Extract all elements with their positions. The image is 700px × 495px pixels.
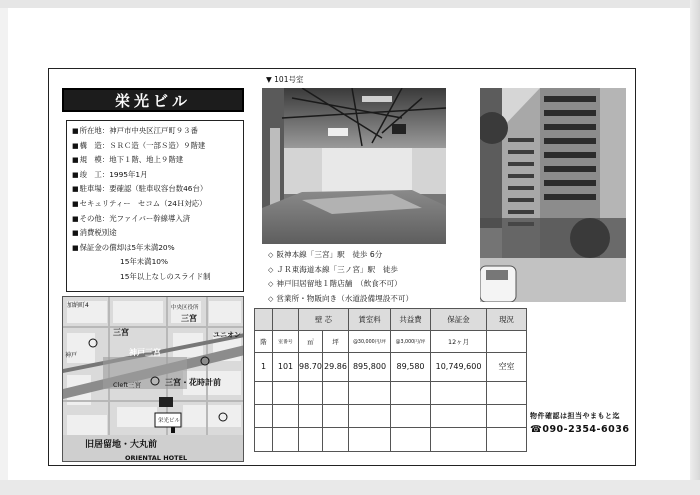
bullet-icon: ■ (72, 127, 79, 135)
cell-room: 101 (273, 352, 299, 381)
map-label-chuo-ward: 中央区役所 (171, 305, 199, 311)
scan-edge-top (0, 0, 700, 8)
table-row (255, 404, 527, 427)
diamond-icon: ◇ (268, 294, 274, 303)
info-deposit-2: 15年未満10% (120, 257, 169, 267)
building-exterior-photo (480, 88, 626, 302)
cell-rent: 895,800 (349, 352, 391, 381)
cell-tsubo: 29.86 (323, 352, 349, 381)
interior-photo (262, 88, 446, 244)
subheader-floor: 階 (255, 331, 273, 352)
info-deposit-1: ■保証金の償却は5年未満20% (72, 242, 175, 252)
rent-table (254, 308, 527, 452)
subheader-tsubo: 坪 (323, 331, 349, 352)
scan-edge-right (690, 0, 700, 495)
header-common: 共益費 (391, 309, 431, 331)
map-label-kyukyoryuchi: 旧居留地・大丸前 (85, 440, 158, 450)
table-header-row (255, 309, 527, 331)
info-tax: ■消費税別途 (72, 228, 117, 238)
bullet-icon: ■ (72, 199, 79, 208)
contact-note: 物件確認は担当やまもと迄 (530, 412, 620, 420)
header-blank (255, 309, 273, 331)
cell-sqm: 98.70 (299, 352, 323, 381)
room-label: ▼ 101号室 (266, 75, 304, 84)
header-deposit: 保証金 (431, 309, 487, 331)
bullet-icon: ■ (72, 170, 79, 179)
info-completion: ■竣 工：1995年1月 (72, 169, 148, 179)
map-label-sannomiya-2: 三宮 (181, 314, 197, 323)
map-label-cleft: Cleft三宮 (113, 381, 142, 389)
bullet-icon: ■ (72, 229, 79, 238)
header-status: 現況 (487, 309, 527, 331)
access-item: ◇ 阪神本線「三宮」駅 徒歩 6分 (268, 250, 383, 259)
diamond-icon: ◇ (268, 265, 274, 274)
info-structure: ■構 造：ＳＲＣ造（一部Ｓ造）９階建 (72, 140, 206, 150)
cell-floor: 1 (255, 352, 273, 381)
header-blank (273, 309, 299, 331)
table-row (255, 381, 527, 404)
subheader-blank (487, 331, 527, 352)
diamond-icon: ◇ (268, 280, 274, 288)
diamond-icon: ◇ (268, 251, 274, 259)
map-label-kobe: 神戸 (65, 352, 78, 359)
map-label-kanocho: 加納町4 (67, 302, 89, 309)
bullet-icon: ■ (72, 185, 79, 194)
scan-edge-bottom (0, 480, 700, 495)
info-other: ■その他：光ファイバー幹線導入済 (72, 213, 191, 223)
map-label-hanadokei: 三宮・花時計前 (165, 378, 221, 387)
bullet-icon: ■ (72, 156, 79, 165)
bullet-icon: ■ (72, 243, 79, 252)
cell-common: 89,580 (391, 352, 431, 381)
access-item: ◇ 営業所・物販向き（水道設備埋設不可） (268, 293, 414, 303)
access-item: ◇ 神戸旧居留地１階店舗 （飲食不可） (268, 279, 402, 288)
building-name: 栄光ビル (114, 91, 191, 110)
table-row (255, 428, 527, 452)
bullet-icon: ■ (72, 141, 79, 150)
subheader-deposit-months: 12ヶ月 (431, 331, 487, 352)
subheader-sqm: ㎡ (299, 331, 323, 352)
header-rent: 賃室料 (349, 309, 391, 331)
map-label-kobe-sannomiya: 神戸三宮 (129, 348, 161, 357)
access-item: ◇ ＪＲ東海道本線「三ノ宮」駅 徒歩 (268, 264, 398, 274)
location-map (62, 296, 244, 462)
subheader-rent-unit: @30,000円/坪 (349, 331, 391, 352)
access-list (268, 248, 478, 306)
subheader-room: 室番号 (273, 331, 299, 352)
info-security: ■セキュリティー セコム（24Ｈ対応） (72, 198, 207, 208)
bullet-icon: ■ (72, 214, 79, 223)
info-address: ■所在地：神戸市中央区江戸町９３番 (72, 126, 198, 135)
cell-deposit: 10,749,600 (431, 352, 487, 381)
subheader-common-unit: @3,000円/坪 (391, 331, 431, 352)
table-row (255, 352, 527, 381)
table-subheader-row (255, 331, 527, 352)
map-label-sannomiya-1: 三宮 (113, 328, 129, 337)
map-label-oriental-hotel: ORIENTAL HOTEL (125, 454, 188, 462)
building-title-box (62, 88, 244, 112)
contact-phone: ☎090-2354-6036 (530, 424, 630, 435)
building-info-box (66, 120, 244, 292)
info-scale: ■規 模：地下１階、地上９階建 (72, 155, 184, 165)
map-label-eikou-building: 栄光ビル (158, 418, 181, 424)
info-parking: ■駐車場：要確認（駐車収容台数46台） (72, 184, 208, 194)
info-deposit-3: 15年以上なしのスライド制 (120, 271, 211, 281)
header-floor-area: 壁 芯 (299, 309, 349, 331)
map-label-union: ユニオン (213, 331, 241, 339)
cell-status: 空室 (487, 352, 527, 381)
